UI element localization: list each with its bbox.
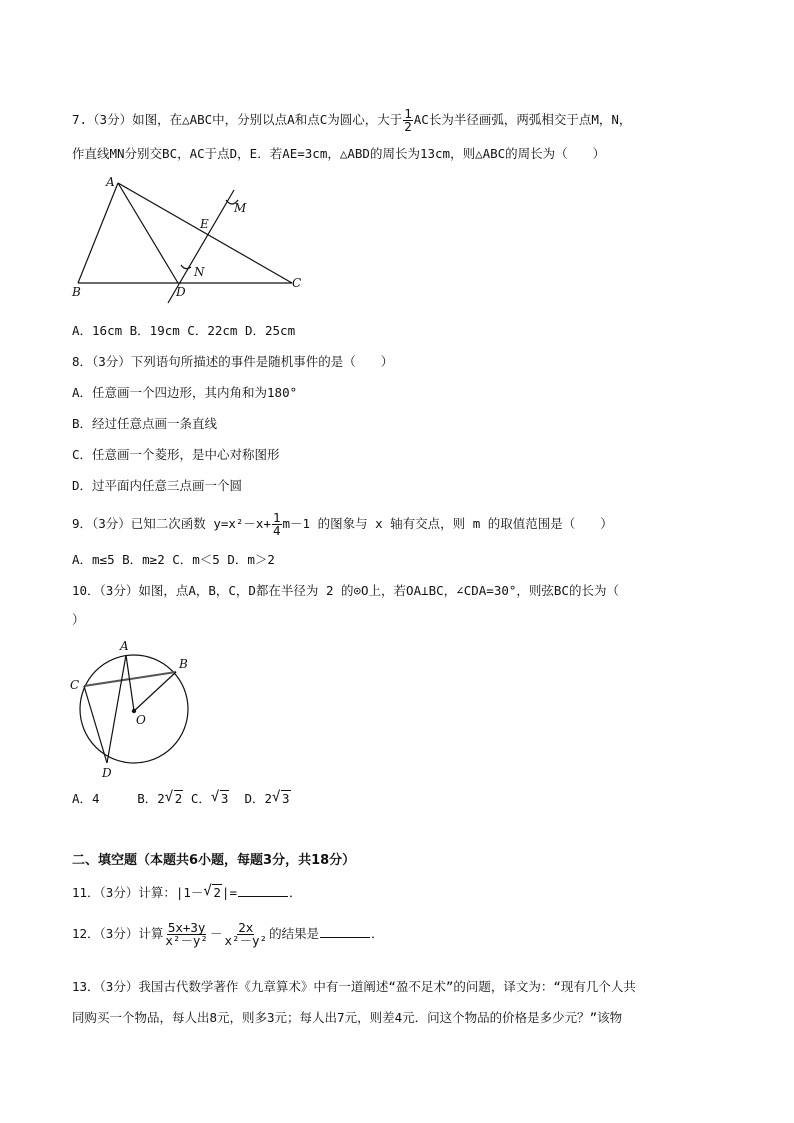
q11-end: ．	[288, 885, 302, 900]
q10-option-c-radicand: 3	[220, 791, 229, 806]
q11-text-a: 11．（3分）计算：|1－	[72, 885, 204, 900]
q11-answer-blank[interactable]	[238, 884, 288, 897]
q7-text-b: AC长为半径画弧，两弧相交于点M，N，	[413, 112, 632, 127]
q12-minus: －	[209, 926, 223, 941]
q9-options: A．m≤5 B．m≥2 C．m＜5 D．m＞2	[72, 552, 275, 567]
q7-label-e: E	[200, 217, 209, 231]
q10-label-b: B	[179, 657, 188, 671]
q10-option-d-sqrt	[272, 791, 291, 807]
q10-option-c: C．	[190, 791, 211, 806]
q8-option-c: C．任意画一个菱形，是中心对称图形	[72, 447, 280, 462]
q11-sqrt	[203, 885, 222, 901]
q10-line2: ）	[72, 612, 85, 627]
q10-option-b-sqrt	[165, 791, 184, 807]
q7-label-a: A	[106, 175, 115, 189]
q8-option-d: D．过平面内任意三点画一个圆	[72, 478, 243, 493]
q10-chord-cd	[84, 686, 107, 763]
q11-text-b: |=	[221, 885, 237, 900]
q10-option-c-sqrt	[211, 791, 230, 807]
q9-text-b: m－1 的图象与 x 轴有交点，则 m 的取值范围是（ ）	[282, 516, 613, 531]
q8-option-b: B．经过任意点画一条直线	[72, 416, 218, 431]
q12-text-b: 的结果是	[269, 926, 320, 941]
q10-line1: 10．（3分）如图，点A，B，C，D都在半径为 2 的⊙O上，若OA⊥BC，∠CDA=30°，则弦BC的长为（	[72, 583, 619, 598]
section-2-title: 二、填空题（本题共6小题，每题3分，共18分）	[72, 853, 356, 868]
q7-frac-den: 2	[404, 119, 412, 134]
q9-frac-num: 1	[272, 510, 281, 525]
q9-text-a: 9．（3分）已知二次函数 y=x²－x+	[72, 516, 271, 531]
q12-frac1-den: x²－y²	[165, 933, 208, 948]
q9-frac-den: 4	[272, 523, 281, 538]
q10-option-b-radicand: 2	[174, 791, 183, 806]
q7-label-b: B	[72, 285, 81, 299]
q10-radius-oa	[126, 655, 134, 711]
q7-label-m: M	[234, 201, 247, 215]
q10-option-d: D．2	[244, 791, 273, 806]
q12-text-a: 12．（3分）计算	[72, 926, 164, 941]
q12-end: ．	[371, 926, 384, 941]
q10-option-d-radicand: 3	[282, 791, 290, 806]
q7-options: A．16cm B．19cm C．22cm D．25cm	[72, 323, 296, 338]
q13-line2: 同购买一个物品，每人出8元，则多3元；每人出7元，则差4元．问这个物品的价格是多少元？”该物	[72, 1010, 623, 1025]
q10-chord-da	[107, 655, 126, 763]
q11-stem	[72, 884, 302, 901]
q10-label-a: A	[120, 639, 129, 653]
q7-frac-num: 1	[404, 106, 412, 121]
q12-frac2-den: x²－y²	[224, 933, 268, 948]
q12-fraction-2	[223, 922, 268, 947]
q7-line2: 作直线MN分别交BC，AC于点D，E．若AE=3cm，△ABD的周长为13cm，则△ABC的周长为（ ）	[72, 146, 606, 161]
q10-option-a: A．4	[72, 791, 100, 806]
q10-label-d: D	[102, 766, 112, 780]
q10-label-c: C	[70, 678, 80, 692]
q7-label-n: N	[194, 265, 205, 279]
q12-fraction-1	[164, 922, 209, 947]
q12-frac1-num: 5x+3y	[167, 920, 206, 935]
q7-text-a: 7.（3分）如图，在△ABC中，分别以点A和点C为圆心，大于	[72, 112, 403, 127]
q12-frac2-num: 2x	[238, 920, 254, 935]
q13-line1: 13．（3分）我国古代数学著作《九章算术》中有一道阐述“盈不足术”的问题，译文为：“现有几个人共	[72, 979, 636, 994]
q7-label-c: C	[292, 276, 302, 290]
q12-stem	[72, 922, 384, 947]
q11-radicand: 2	[213, 885, 221, 900]
q8-option-a: A．任意画一个四边形，其内角和为180°	[72, 385, 298, 400]
q12-answer-blank[interactable]	[320, 925, 370, 938]
q7-label-d: D	[176, 285, 186, 299]
q10-option-b: B．2	[137, 791, 165, 806]
q10-label-o: O	[136, 713, 146, 727]
q8-stem: 8．（3分）下列语句所描述的事件是随机事件的是（ ）	[72, 354, 394, 369]
q10-options	[72, 791, 291, 807]
